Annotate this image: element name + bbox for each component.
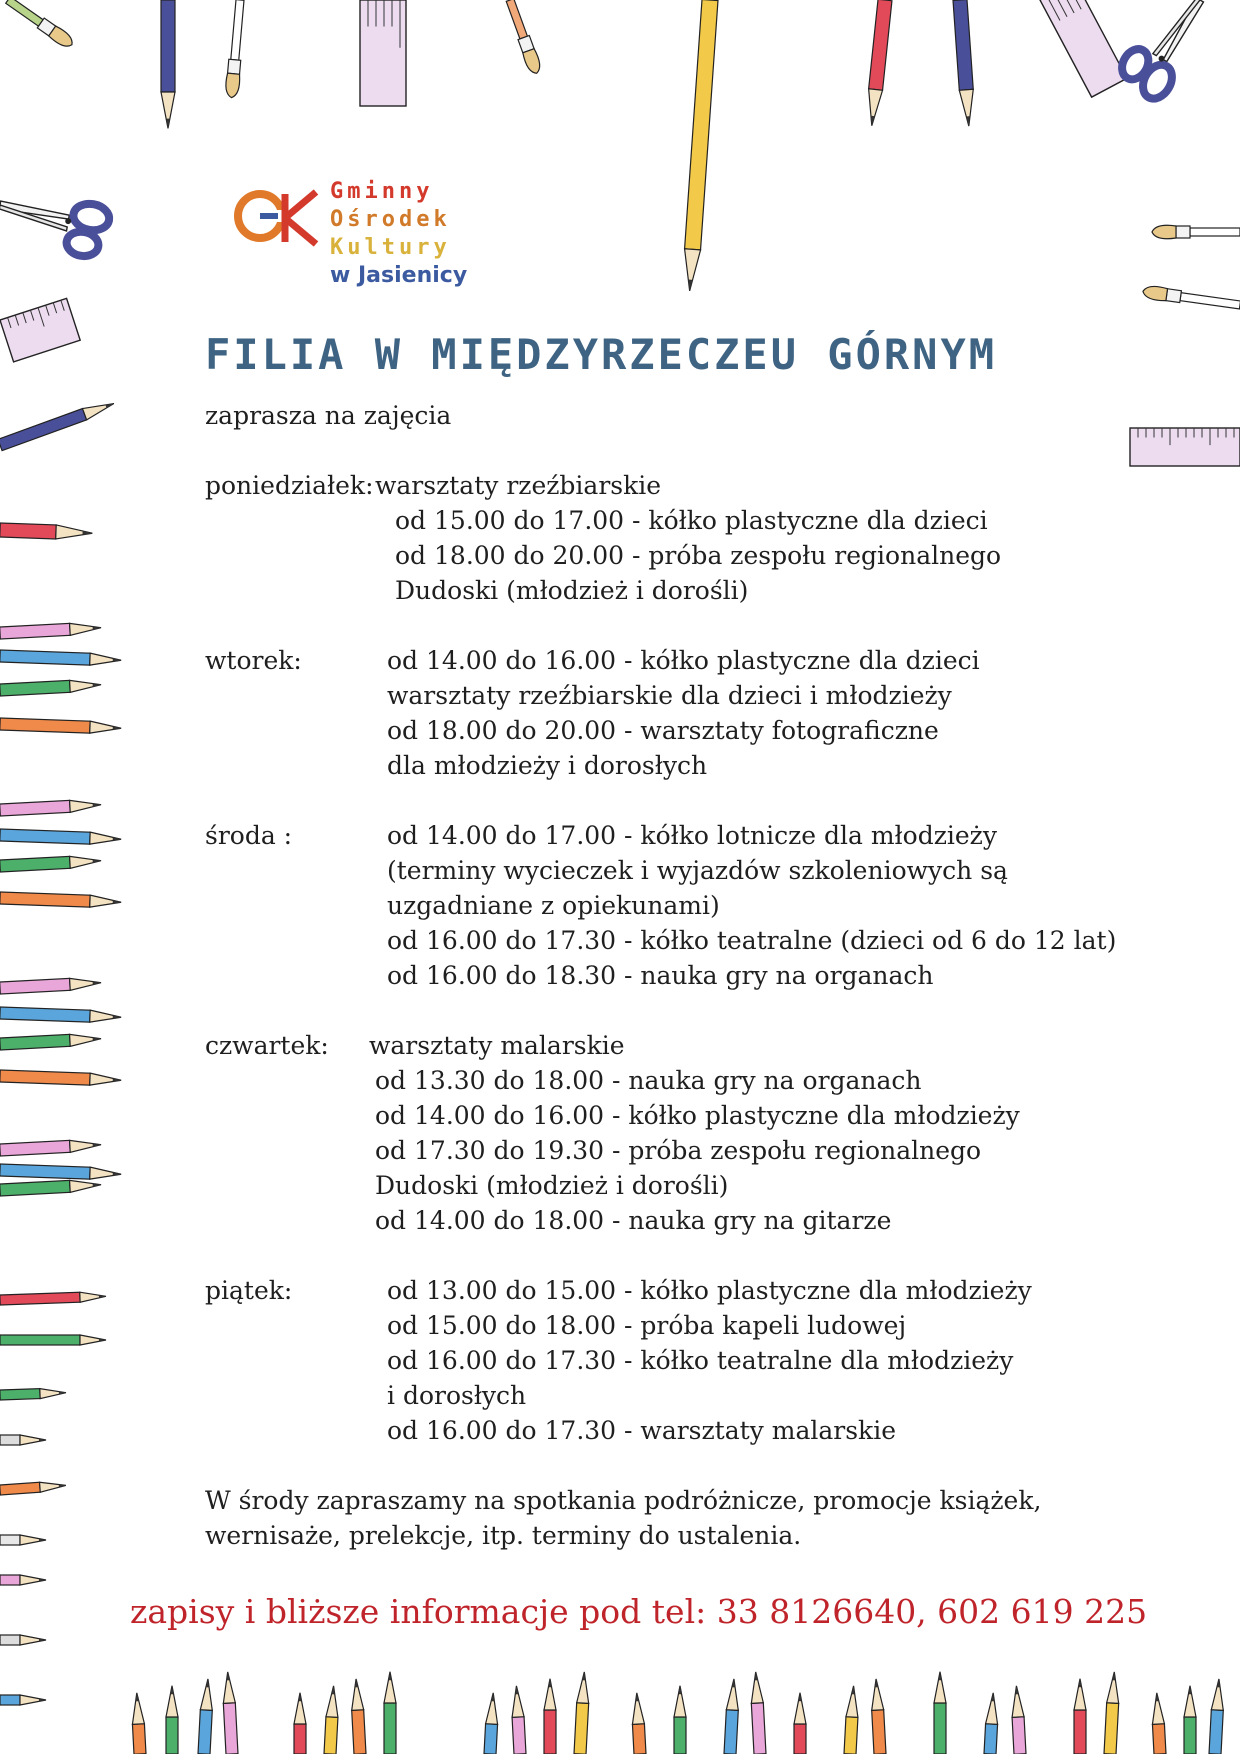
intro-text: zaprasza na zajęcia xyxy=(205,401,452,430)
pencil-icon xyxy=(350,1679,366,1754)
pencil-icon xyxy=(0,892,121,908)
footnote xyxy=(205,1483,1165,1553)
ruler-icon xyxy=(360,0,406,106)
pencil-icon xyxy=(1104,1672,1120,1754)
pencil-icon xyxy=(1184,1686,1196,1754)
footnote-line: W środy zapraszamy na spotkania podróżnicze, promocje książek, xyxy=(205,1486,1042,1515)
wide-brush-icon xyxy=(504,0,543,76)
pencil-icon xyxy=(384,1672,396,1754)
activity-line: od 15.00 do 18.00 - próba kapeli ludowej xyxy=(387,1311,907,1340)
pencil-icon xyxy=(631,1693,646,1754)
day-activities xyxy=(387,643,980,783)
pencil-icon xyxy=(934,1672,946,1754)
pencil-icon xyxy=(0,1635,46,1645)
activity-line: warsztaty rzeźbiarskie dla dzieci i młodzieży xyxy=(387,681,952,710)
pencil-icon xyxy=(166,1686,178,1754)
gk-logo-mark xyxy=(230,186,322,250)
paintbrush-icon xyxy=(225,0,247,98)
pencil-icon xyxy=(0,799,101,816)
pencil-icon xyxy=(0,1179,101,1196)
pencil-icon xyxy=(0,1695,46,1705)
logo-line-4: w Jasienicy xyxy=(330,263,468,288)
pencil-icon xyxy=(510,1686,526,1754)
activity-line: i dorosłych xyxy=(387,1381,527,1410)
activity-line: uzgadniane z opiekunami) xyxy=(387,891,720,920)
day-activities xyxy=(387,818,1116,993)
activity-line: dla młodzieży i dorosłych xyxy=(387,751,708,780)
paintbrush-icon xyxy=(1152,225,1240,239)
pencil-icon xyxy=(0,1139,101,1156)
activity-line: od 16.00 do 17.30 - warsztaty malarskie xyxy=(387,1416,896,1445)
logo-line-1: Gminny xyxy=(330,179,434,204)
activity-line: od 14.00 do 17.00 - kółko lotnicze dla młodzieży xyxy=(387,821,997,850)
day-tuesday xyxy=(205,643,1165,783)
activity-line: od 14.00 do 16.00 - kółko plastyczne dla dzieci xyxy=(387,646,980,675)
activity-line: od 14.00 do 18.00 - nauka gry na gitarze xyxy=(375,1206,892,1235)
day-label: środa : xyxy=(205,821,293,850)
pencil-icon xyxy=(484,1693,499,1754)
pencil-icon xyxy=(0,718,121,734)
contact-info: zapisy i bliższe informacje pod tel: 33 8126640, 602 619 225 xyxy=(130,1592,1148,1631)
pencil-icon xyxy=(865,0,892,126)
day-thursday xyxy=(205,1028,1165,1238)
logo-line-3: Kultury xyxy=(330,235,451,260)
pencil-icon xyxy=(544,1679,556,1754)
pencil-icon xyxy=(0,398,116,451)
logo-line-2: Ośrodek xyxy=(330,207,451,232)
activity-line: od 16.00 do 17.30 - kółko teatralne (dzieci od 6 do 12 lat) xyxy=(387,926,1117,955)
ruler-icon xyxy=(0,298,80,361)
pencil-icon xyxy=(294,1693,306,1754)
logo-wordmark xyxy=(330,178,467,290)
pencil-icon xyxy=(0,1070,121,1086)
day-wednesday xyxy=(205,818,1165,993)
pencil-icon xyxy=(0,1388,66,1400)
scissors-icon xyxy=(1114,0,1215,104)
pencil-icon xyxy=(750,1672,766,1754)
pencil-icon xyxy=(0,1291,106,1305)
day-label: czwartek: xyxy=(205,1031,329,1060)
pencil-icon xyxy=(0,650,121,666)
day-monday xyxy=(205,468,1165,608)
pencil-icon xyxy=(198,1679,214,1754)
pencil-icon xyxy=(0,1480,66,1495)
pencil-icon xyxy=(682,0,718,291)
activity-line: od 16.00 do 17.30 - kółko teatralne dla młodzieży xyxy=(387,1346,1014,1375)
pencil-icon xyxy=(953,0,976,127)
day-label: wtorek: xyxy=(205,646,302,675)
pencil-icon xyxy=(984,1693,999,1754)
scissors-icon xyxy=(0,188,111,259)
activity-line: od 18.00 do 20.00 - warsztaty fotograficzne xyxy=(387,716,939,745)
pencil-icon xyxy=(0,679,101,696)
pencil-icon xyxy=(1151,1693,1166,1754)
gok-logo xyxy=(230,178,550,308)
pencil-icon xyxy=(0,1575,46,1585)
ruler-icon xyxy=(1040,0,1127,97)
pencil-icon xyxy=(0,1033,101,1050)
day-activities xyxy=(369,1028,1020,1238)
pencil-icon xyxy=(0,855,101,872)
pencil-icon xyxy=(0,622,101,639)
activity-line: warsztaty malarskie xyxy=(369,1031,625,1060)
pencil-icon xyxy=(324,1686,340,1754)
pencil-icon xyxy=(844,1686,860,1754)
pencil-icon xyxy=(724,1679,740,1754)
activity-line: warsztaty rzeźbiarskie xyxy=(375,471,662,500)
activity-line: (terminy wycieczek i wyjazdów szkoleniowych są xyxy=(387,856,1008,885)
pencil-icon xyxy=(0,1164,121,1180)
page-headline: FILIA W MIĘDZYRZECZEU GÓRNYM xyxy=(205,330,998,379)
day-label: poniedziałek: xyxy=(205,471,374,500)
pencil-icon xyxy=(222,1672,238,1754)
schedule-content xyxy=(205,398,1165,1553)
pencil-icon xyxy=(794,1693,806,1754)
activity-line: od 13.00 do 15.00 - kółko plastyczne dla młodzieży xyxy=(387,1276,1032,1305)
pencil-icon xyxy=(0,1335,106,1345)
pencil-icon xyxy=(0,977,101,994)
day-activities xyxy=(387,1273,1032,1448)
activity-line: od 17.30 do 19.30 - próba zespołu regionalnego xyxy=(375,1136,982,1165)
paintbrush-icon xyxy=(4,0,76,50)
day-activities xyxy=(375,468,1002,608)
pencil-icon xyxy=(0,1435,46,1445)
footnote-line: wernisaże, prelekcje, itp. terminy do ustalenia. xyxy=(205,1521,802,1550)
pencil-icon xyxy=(131,1693,146,1754)
activity-line: od 13.30 do 18.00 - nauka gry na organach xyxy=(375,1066,922,1095)
pencil-icon xyxy=(674,1686,686,1754)
activity-line: Dudoski (młodzież i dorośli) xyxy=(395,576,749,605)
activity-line: od 14.00 do 16.00 - kółko plastyczne dla młodzieży xyxy=(375,1101,1020,1130)
activity-line: Dudoski (młodzież i dorośli) xyxy=(375,1171,729,1200)
activity-line: od 18.00 do 20.00 - próba zespołu regionalnego xyxy=(395,541,1002,570)
pencil-icon xyxy=(574,1672,590,1754)
pencil-icon xyxy=(0,829,121,845)
activity-line: od 15.00 do 17.00 - kółko plastyczne dla dzieci xyxy=(395,506,988,535)
pencil-icon xyxy=(1074,1679,1086,1754)
pencil-icon xyxy=(161,0,175,128)
activity-line: od 16.00 do 18.30 - nauka gry na organach xyxy=(387,961,934,990)
pencil-icon xyxy=(0,523,93,540)
pencil-icon xyxy=(870,1679,886,1754)
pencil-icon xyxy=(0,1535,46,1545)
pencil-icon xyxy=(1209,1679,1225,1754)
pencil-icon xyxy=(0,1007,121,1023)
day-label: piątek: xyxy=(205,1276,293,1305)
paintbrush-icon xyxy=(1142,285,1240,312)
pencil-icon xyxy=(1010,1686,1026,1754)
day-friday xyxy=(205,1273,1165,1448)
